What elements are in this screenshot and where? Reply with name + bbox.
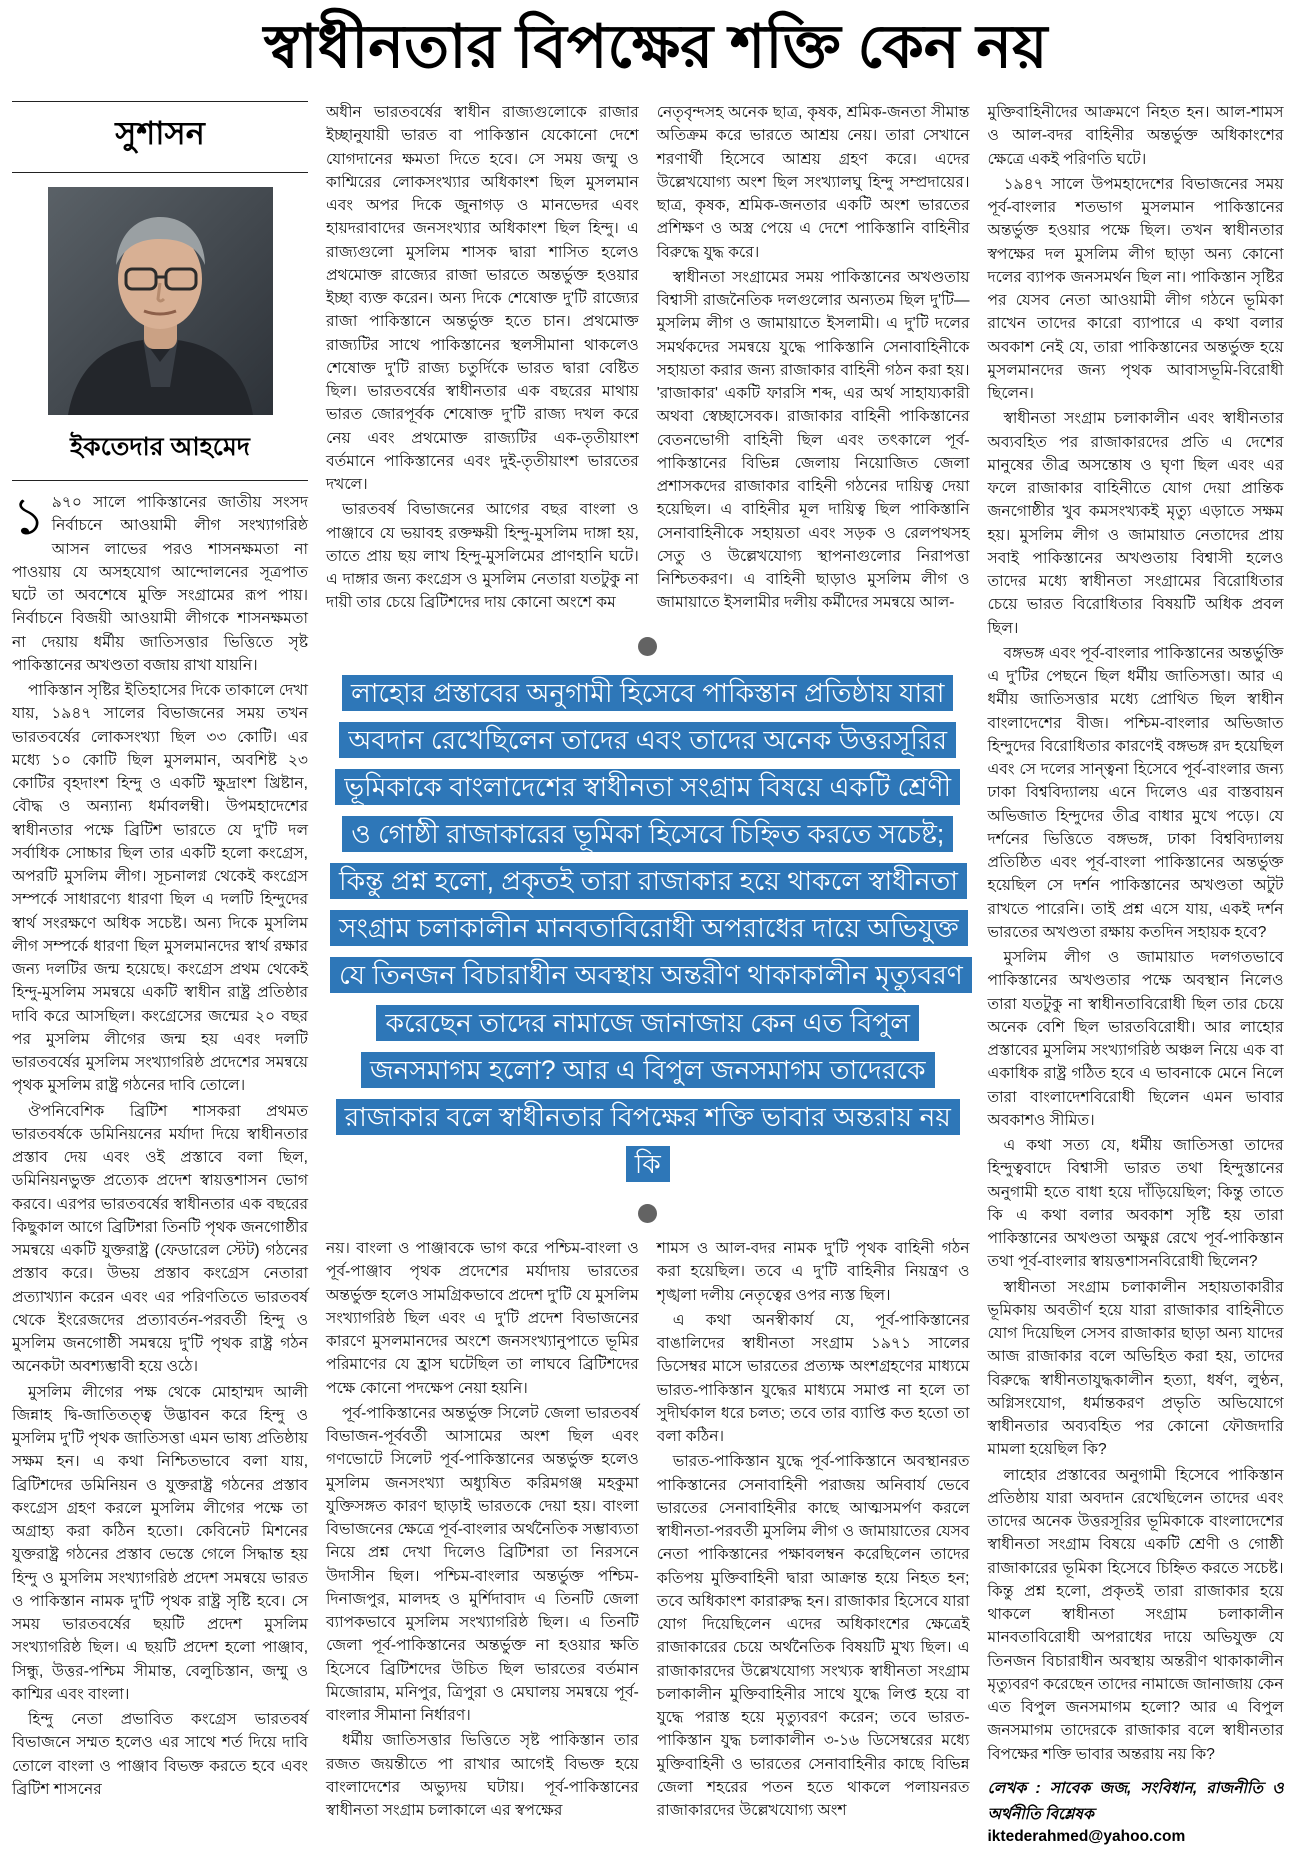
column-1-text [12, 488, 308, 1801]
article-headline: স্বাধীনতার বিপক্ষের শক্তি কেন নয় [263, 13, 1048, 80]
column-2-top-text [326, 101, 639, 617]
author-credit [988, 1776, 1284, 1846]
pullquote-bottom-dot [638, 1204, 657, 1223]
paragraph: ১৯৪৭ সালে উপমহাদেশের বিভাজনের সময় পূর্ব-বাংলার শতভাগ মুসলমান পাকিস্তানের অন্তর্ভুক্ত হওয়ার পক্ষে ছিল। তখন স্বাধীনতার স্বপক্ষের দল মুসলিম লীগ ছাড়া অন্য কোনো দলের ব্যাপক জনসমর্থন ছিল না। পাকিস্তান সৃষ্টির পর যেসব নেতা আওয়ামী লীগ গঠনে ভূমিকা রাখেন তাদের কারো ব্যাপারে এ কথা বলার অবকাশ নেই যে, তারা পাকিস্তানের অন্তর্ভুক্ত হয়ে মুসলমানদের জন্য পৃথক আবাসভূমি-বিরোধী ছিলেন। [987, 175, 1284, 402]
paragraph: শামস ও আল-বদর নামক দু'টি পৃথক বাহিনী গঠন করা হয়েছিল। তবে এ দু'টি বাহিনীর নিয়ন্ত্রণ ও শৃঙ্খলা দলীয় নেতৃত্বের ওপর ন্যস্ত ছিল। [656, 1240, 970, 1304]
paragraph: স্বাধীনতা সংগ্রাম চলাকালীন সহায়তাকারীর ভূমিকায় অবতীর্ণ হয়ে যারা রাজাকার বাহিনীতে যোগ দিয়েছিল সেসব রাজাকার ছাড়া অন্য যাদের আজ রাজাকার বলে অভিহিত করা হয়, তাদের বিরুদ্ধে স্বাধীনতাযুদ্ধকালীন হত্যা, ধর্ষণ, লুণ্ঠন, অগ্নিসংযোগ, ধর্মান্তকরণ প্রভৃতি অভিযোগে স্বাধীনতার অব্যবহিত পর কোনো ফৌজদারি মামলা হয়েছিল কি? [987, 1278, 1284, 1459]
author-email-link[interactable]: iktederahmed@yahoo.com [987, 1827, 1186, 1845]
column-3-bottom-text [657, 1237, 970, 1824]
paragraph: এ কথা সত্য যে, ধর্মীয় জাতিসত্তা তাদের হিন্দুত্ববাদে বিশ্বাসী ভারত তথা হিন্দুস্তানের অনুগামী হতে বাধা হয়ে দাঁড়িয়েছিল; কিন্তু তাতে কি এ কথা বলার অবকাশ সৃষ্টি হয় তারা পাকিস্তানের অখণ্ডতা অক্ষুণ্ণ রেখে পূর্ব-পাকিস্তান তথা পূর্ব-বাংলার স্বায়ত্তশাসনবিরোধী ছিলেন? [987, 1137, 1284, 1271]
paragraph: ভারতবর্ষ বিভাজনের আগের বছর বাংলা ও পাঞ্জাবে যে ভয়াবহ রক্তক্ষয়ী হিন্দু-মুসলিম দাঙ্গা হয়, তাতে প্রায় ছয় লাখ হিন্দু-মুসলিমের প্রাণহানি ঘটে। এ দাঙ্গার জন্য কংগ্রেস ও মুসলিম নেতারা যতটুকু না দায়ী তার চেয়ে ব্রিটিশদের দায় কোনো অংশে কম [326, 501, 639, 612]
paragraph: ১৯৭০ সালে পাকিস্তানের জাতীয় সংসদ নির্বাচনে আওয়ামী লীগ সংখ্যাগরিষ্ঠ আসন লাভের পরও শাসনক্ষমতা না পাওয়ায় যে অসহযোগ আন্দোলনের সূত্রপাত ঘটে তা অবশেষে মুক্তি সংগ্রামের রূপ পায়। নির্বাচনে বিজয়ী আওয়ামী লীগকে শাসনক্ষমতা না দেয়ায় ধর্মীয় জাতিসত্তার ভিত্তিতে সৃষ্ট পাকিস্তানের অখণ্ডতা বজায় রাখা যায়নি। [12, 488, 308, 674]
paragraph: মুক্তিবাহিনীদের আক্রমণে নিহত হন। আল-শামস ও আল-বদর বাহিনীর অন্তর্ভুক্ত অধিকাংশের ক্ষেত্রে একই পরিণতি ঘটে। [987, 104, 1284, 168]
column-4 [988, 101, 1284, 1846]
pullquote [330, 670, 966, 1189]
paragraph: স্বাধীনতা সংগ্রাম চলাকালীন এবং স্বাধীনতার অব্যবহিত পর রাজাকারদের প্রতি এ দেশের মানুষের তীব্র অসন্তোষ ও ঘৃণা ছিল এবং এর ফলে রাজাকার বাহিনীতে যোগ দেয়া প্রান্তিক জনগোষ্ঠীর খুব কমসংখ্যকই মৃত্যু এড়াতে সক্ষম হয়। মুসলিম লীগ ও জামায়াত নেতাদের প্রায় সবাই পাকিস্তানের অখণ্ডতায় বিশ্বাসী হলেও তাদের মধ্যে স্বাধীনতা সংগ্রামের বিরোধিতার চেয়ে ভারত বিরোধিতার বিষয়টি অধিক প্রবল ছিল। [987, 410, 1284, 637]
paragraph: নেতৃবৃন্দসহ অনেক ছাত্র, কৃষক, শ্রমিক-জনতা সীমান্ত অতিক্রম করে ভারতে আশ্রয় নেয়। তারা সেখানে শরণার্থী হিসেবে আশ্রয় গ্রহণ করে। এদের উল্লেখযোগ্য অংশ ছিল সংখ্যালঘু হিন্দু সম্প্রদায়ের। ছাত্র, কৃষক, শ্রমিক-জনতার একটি অংশ ভারতের প্রশিক্ষণ ও অস্ত্র পেয়ে এ দেশে পাকিস্তানি বাহিনীর বিরুদ্ধে যুদ্ধ করে। [656, 104, 970, 261]
pullquote-text: লাহোর প্রস্তাবের অনুগামী হিসেবে পাকিস্তান প্রতিষ্ঠায় যারা অবদান রেখেছিলেন তাদের এবং তাদের অনেক উত্তরসূরির ভূমিকাকে বাংলাদেশের স্বাধীনতা সংগ্রাম বিষয়ে একটি শ্রেণী ও গোষ্ঠী রাজাকারের ভূমিকা হিসেবে চিহ্নিত করতে সচেষ্ট; কিন্তু প্রশ্ন হলো, প্রকৃতই তারা রাজাকার হয়ে থাকলে স্বাধীনতা সংগ্রাম চলাকালীন মানবতাবিরোধী অপরাধের দায়ে অভিযুক্ত যে তিনজন বিচারাধীন অবস্থায় অন্তরীণ থাকাকালীন মৃত্যুবরণ করেছেন তাদের নামাজে জানাজায় কেন এত বিপুল জনসমাগম হলো? আর এ বিপুল জনসমাগম তাদেরকে রাজাকার বলে স্বাধীনতার বিপক্ষের শক্তি ভাবার অন্তরায় নয় কি [330, 675, 972, 1183]
column-2-bottom-text [326, 1237, 639, 1824]
pullquote-block [326, 617, 970, 1238]
author-credit-label: লেখক : সাবেক জজ, সংবিধান, রাজনীতি ও অর্থনীতি বিশ্লেষক [987, 1779, 1284, 1823]
paragraph: হিন্দু নেতা প্রভাবিত কংগ্রেস ভারতবর্ষ বিভাজনে সম্মত হলেও এর সাথে শর্ত দিয়ে দাবি তোলে বাংলা ও পাঞ্জাব বিভক্ত করতে হবে এবং ব্রিটিশ শাসনের [12, 1711, 308, 1798]
pullquote-top-dot [638, 637, 657, 656]
paragraph: অধীন ভারতবর্ষের স্বাধীন রাজ্যগুলোকে রাজার ইচ্ছানুযায়ী ভারত বা পাকিস্তান যেকোনো দেশে যোগদানের ক্ষমতা দিতে হবে। সে সময় জম্মু ও কাশ্মিরের লোকসংখ্যার অধিকাংশ ছিল মুসলমান এবং অপর দিকে জুনাগড় ও মানভেদর এবং হায়দরাবাদের জনসংখ্যার অধিকাংশ ছিল হিন্দু। এ রাজ্যগুলো মুসলিম শাসক দ্বারা শাসিত হলেও প্রথমোক্ত রাজ্যের রাজা ভারতে অন্তর্ভুক্ত হওয়ার ইচ্ছা ব্যক্ত করেন। অন্য দিকে শেষোক্ত দু'টি রাজ্যের রাজা পাকিস্তানে অন্তর্ভুক্ত হতে চান। প্রথমোক্ত রাজ্যটির সাথে পাকিস্তানের স্থলসীমানা থাকলেও শেষোক্ত দু'টি রাজ্য চতুর্দিকে ভারত দ্বারা বেষ্টিত ছিল। ভারতবর্ষের স্বাধীনতার এক বছরের মাথায় ভারত জোরপূর্বক শেষোক্ত দু'টি রাজ্য দখল করে নেয় এবং প্রথমোক্ত রাজ্যটির এক-তৃতীয়াংশ বর্তমানে পাকিস্তানের এবং দুই-তৃতীয়াংশ ভারতের দখলে। [326, 104, 639, 493]
paragraph: পাকিস্তান সৃষ্টির ইতিহাসের দিকে তাকালে দেখা যায়, ১৯৪৭ সালের বিভাজনের সময় তখন ভারতবর্ষের লোকসংখ্যা ছিল ৩৩ কোটি। এর মধ্যে ১০ কোটি ছিল মুসলমান, অবশিষ্ট ২৩ কোটির বৃহদাংশ হিন্দু ও একটি ক্ষুদ্রাংশ খ্রিষ্টান, বৌদ্ধ ও অন্যান্য ধর্মাবলম্বী। উপমহাদেশের স্বাধীনতার পক্ষে ব্রিটিশ ভারতে যে দু'টি দল সর্বাধিক সোচ্চার ছিল তার একটি হলো কংগ্রেস, অপরটি মুসলিম লীগ। সূচনালগ্ন থেকেই কংগ্রেস সম্পর্কে সাধারণ্যে ধারণা ছিল এ দলটি হিন্দুদের স্বার্থ সংরক্ষণে অধিক সচেষ্ট। অন্য দিকে মুসলিম লীগ সম্পর্কে ধারণা ছিল মুসলমানদের স্বার্থ রক্ষার জন্য দলটির জন্ম হয়েছে। কংগ্রেস প্রথম থেকেই হিন্দু-মুসলিম সমন্বয়ে একটি স্বাধীন রাষ্ট্র প্রতিষ্ঠার দাবি করে আসছিল। কংগ্রেসের জন্মের ২০ বছর পর মুসলিম লীগের জন্ম হয় এবং দলটি ভারতবর্ষের মুসলিম সংখ্যাগরিষ্ঠ প্রদেশের সমন্বয়ে পৃথক মুসলিম রাষ্ট্র গঠনের দাবি তোলে। [12, 682, 308, 1095]
author-name: ইকতেদার আহমেদ [70, 433, 250, 461]
column-3-top-text [657, 101, 970, 617]
section-kicker: সুশাসন [115, 115, 205, 151]
author-photo [48, 187, 273, 415]
paragraph: মুসলিম লীগ ও জামায়াত দলগতভাবে পাকিস্তানের অখণ্ডতার পক্ষে অবস্থান নিলেও তারা যতটুকু না স্বাধীনতাবিরোধী ছিল তার চেয়ে অনেক বেশি ছিল ভারতবিরোধী। আর লাহোর প্রস্তাবের মুসলিম সংখ্যাগরিষ্ঠ অঞ্চল নিয়ে এক বা একাধিক রাষ্ট্র গঠিত হবে এ ভাবনাকে মেনে নিলে তারা বাংলাদেশবিরোধী ছিলেন এমন ভাবার অবকাশও সীমিত। [987, 949, 1284, 1129]
column-4-text [988, 101, 1284, 1766]
middle-bottom-row [326, 1237, 970, 1824]
paragraph: পূর্ব-পাকিস্তানের অন্তর্ভুক্ত সিলেট জেলা ভারতবর্ষ বিভাজন-পূর্ববর্তী আসামের অংশ ছিল এবং গণভোটে সিলেট পূর্ব-পাকিস্তানের অন্তর্ভুক্ত হলেও মুসলিম জনসংখ্যা অধ্যুষিত করিমগঞ্জ মহকুমা যুক্তিসঙ্গত কারণ ছাড়াই ভারতকে দেয়া হয়। বাংলা বিভাজনের ক্ষেত্রে পূর্ব-বাংলার অর্থনৈতিক সম্ভাব্যতা নিয়ে প্রশ্ন দেখা দিলেও ব্রিটিশরা তা নিরসনে উদাসীন ছিল। পশ্চিম-বাংলার অন্তর্ভুক্ত পশ্চিম-দিনাজপুর, মালদহ ও মুর্শিদাবাদ এ তিনটি জেলা ব্যাপকভাবে মুসলিম সংখ্যাগরিষ্ঠ ছিল। এ তিনটি জেলা পূর্ব-পাকিস্তানের অন্তর্ভুক্ত না হওয়ার ক্ষতি হিসেবে ব্রিটিশদের উচিত ছিল ভারতের বর্তমান মিজোরাম, মনিপুর, ত্রিপুরা ও মেঘালয় সমন্বয়ে পূর্ব-বাংলার সীমানা নির্ধারণ। [326, 1404, 639, 1725]
paragraph: ঔপনিবেশিক ব্রিটিশ শাসকরা প্রথমত ভারতবর্ষকে ডমিনিয়নের মর্যাদা দিয়ে স্বাধীনতার প্রস্তাব দেয় এবং ওই প্রস্তাবে বলা ছিল, ডমিনিয়নভুক্ত প্রত্যেক প্রদেশ স্বায়ত্তশাসন ভোগ করবে। এরপর ভারতবর্ষের স্বাধীনতার এক বছরের কিছুকাল আগে ব্রিটিশরা তিনটি পৃথক জনগোষ্ঠীর সমন্বয়ে একটি যুক্তরাষ্ট্র (ফেডারেল স্টেট) গঠনের প্রস্তাব করে। উভয় প্রস্তাব কংগ্রেস নেতারা প্রত্যাখ্যান করেন এবং এর পরিণতিতে ভারতবর্ষ থেকে ইংরেজদের প্রত্যাবর্তন-পরবর্তী হিন্দু ও মুসলিম জনগোষ্ঠী সমন্বয়ে দু'টি পৃথক রাষ্ট্র গঠন অনেকটা অবশ্যম্ভাবী হয়ে ওঠে। [12, 1102, 308, 1376]
middle-columns [326, 101, 970, 1846]
paragraph: নয়। বাংলা ও পাঞ্জাবকে ভাগ করে পশ্চিম-বাংলা ও পূর্ব-পাঞ্জাব পৃথক প্রদেশের মর্যাদায় ভারতের অন্তর্ভুক্ত হলেও সামগ্রিকভাবে প্রদেশ দু'টি যে মুসলিম সংখ্যাগরিষ্ঠ ছিল এবং এ দু'টি প্রদেশ বিভাজনের কারণে মুসলমানদের অংশে জনসংখ্যানুপাতে ভূমির পরিমাণের যে হ্রাস ঘটেছিল তা লাঘবে ব্রিটিশদের পক্ষে কোনো পদক্ষেপ নেয়া হয়নি। [326, 1240, 639, 1397]
author-rule [12, 480, 308, 481]
paragraph: এ কথা অনস্বীকার্য যে, পূর্ব-পাকিস্তানের বাঙালিদের স্বাধীনতা সংগ্রাম ১৯৭১ সালের ডিসেম্বর মাসে ভারতের প্রত্যক্ষ অংশগ্রহণের মাধ্যমে ভারত-পাকিস্তান যুদ্ধের মাধ্যমে সমাপ্ত না হলে তা সুদীর্ঘকাল ধরে চলত; তবে তার ব্যাপ্তি কত হতো তা বলা কঠিন। [656, 1311, 970, 1446]
paragraph: মুসলিম লীগের পক্ষ থেকে মোহাম্মদ আলী জিন্নাহ দ্বি-জাতিতত্ত্ব উদ্ভাবন করে হিন্দু ও মুসলিম দু'টি পৃথক জাতিসত্তা এমন ভাষ্য প্রতিষ্ঠায় সক্ষম হন। এ কথা নিশ্চিতভাবে বলা যায়, ব্রিটিশদের ডমিনিয়ন ও যুক্তরাষ্ট্র গঠনের প্রস্তাব কংগ্রেস গ্রহণ করলে মুসলিম লীগের পক্ষে তা অগ্রাহ্য করা কঠিন হতো। কেবিনেট মিশনের যুক্তরাষ্ট্র গঠনের প্রস্তাব ভেস্তে গেলে সিদ্ধান্ত হয় হিন্দু ও মুসলিম সংখ্যাগরিষ্ঠ প্রদেশ সমন্বয়ে ভারত ও পাকিস্তান নামক দু'টি পৃথক রাষ্ট্র সৃষ্টি হবে। সে সময় ভারতবর্ষের ছয়টি প্রদেশ মুসলিম সংখ্যাগরিষ্ঠ ছিল। এ ছয়টি প্রদেশ হলো পাঞ্জাব, সিন্ধু, উত্তর-পশ্চিম সীমান্ত, বেলুচিস্তান, জম্মু ও কাশ্মির এবং বাংলা। [12, 1383, 308, 1703]
paragraph: ধর্মীয় জাতিসত্তার ভিত্তিতে সৃষ্ট পাকিস্তান তার রজত জয়ন্তীতে পা রাখার আগেই বিভক্ত হয়ে বাংলাদেশের অভ্যুদয় ঘটায়। পূর্ব-পাকিস্তানের স্বাধীনতা সংগ্রাম চলাকালে এর স্বপক্ষের [326, 1732, 639, 1820]
paragraph: ভারত-পাকিস্তান যুদ্ধে পূর্ব-পাকিস্তানে অবস্থানরত পাকিস্তানের সেনাবাহিনী পরাজয় অনিবার্য ভেবে ভারতের সেনাবাহিনীর কাছে আত্মসমর্পণ করলে স্বাধীনতা-পরবর্তী মুসলিম লীগ ও জামায়াতের যেসব নেতা পাকিস্তানের পক্ষাবলম্বন করেছিলেন তাদের কতিপয় মুক্তিবাহিনী দ্বারা আক্রান্ত হয়ে নিহত হন; তবে অধিকাংশ কারারুদ্ধ হন। রাজাকার হিসেবে যারা যোগ দিয়েছিলেন এদের অধিকাংশের ক্ষেত্রেই রাজাকারের চেয়ে অর্থনৈতিক বিষয়টি মুখ্য ছিল। এ রাজাকারদের উল্লেখযোগ্য সংখ্যক স্বাধীনতা সংগ্রাম চলাকালীন মুক্তিবাহিনীর সাথে যুদ্ধে লিপ্ত হয়ে বা যুদ্ধে পরাস্ত হয়ে মৃত্যুবরণ করেন; তবে ভারত-পাকিস্তান যুদ্ধ চলাকালীন ৩-১৬ ডিসেম্বরের মধ্যে মুক্তিবাহিনী ও ভারতের সেনাবাহিনীর কাছে বিভিন্ন জেলা শহরের পতন হতে থাকলে পলায়নরত রাজাকারদের উল্লেখযোগ্য অংশ [656, 1453, 970, 1820]
paragraph: স্বাধীনতা সংগ্রামের সময় পাকিস্তানের অখণ্ডতায় বিশ্বাসী রাজনৈতিক দলগুলোর অন্যতম ছিল দু'টি— মুসলিম লীগ ও জামায়াতে ইসলামী। এ দু'টি দলের সমর্থকদের সমন্বয়ে যুদ্ধে পাকিস্তানি সেনাবাহিনীকে সহায়তা করার জন্য রাজাকার বাহিনী গঠন করা হয়। 'রাজাকার' একটি ফারসি শব্দ, এর অর্থ সাহায্যকারী অথবা স্বেচ্ছাসেবক। রাজাকার বাহিনী পাকিস্তানের বেতনভোগী বাহিনী ছিল এবং তৎকালে পূর্ব-পাকিস্তানের বিভিন্ন জেলায় নিয়োজিত জেলা প্রশাসকদের রাজাকার বাহিনী গঠনের দায়িত্ব দেয়া হয়েছিল। এ বাহিনীর মূল দায়িত্ব ছিল পাকিস্তানি সেনাবাহিনীকে সহায়তা এবং সড়ক ও রেলপথসহ সেতু ও উল্লেখযোগ্য স্থাপনাগুলোর নিরাপত্তা নিশ্চিতকরণ। এ বাহিনী ছাড়াও মুসলিম লীগ ও জামায়াতে ইসলামীর দলীয় কর্মীদের সমন্বয়ে আল- [656, 268, 970, 612]
article-body [12, 101, 1299, 1846]
section-kicker-block [12, 101, 308, 481]
paragraph: বঙ্গভঙ্গ এবং পূর্ব-বাংলার পাকিস্তানের অন্তর্ভুক্তি এ দু'টির পেছনে ছিল ধর্মীয় জাতিসত্তা। আর এ ধর্মীয় জাতিসত্তার মধ্যে প্রোথিত ছিল স্বাধীন বাংলাদেশের বীজ। পশ্চিম-বাংলার অভিজাত হিন্দুদের বিরোধিতার কারণেই বঙ্গভঙ্গ রদ হয়েছিল এবং সে দলের সান্ত্বনা হিসেবে পূর্ব-বাংলার জন্য ঢাকা বিশ্ববিদ্যালয় এনে দিলেও এর বাস্তবায়ন অভিজাত হিন্দুদের তীব্র বাধার মুখে পড়ে। যে দর্শনের ভিত্তিতে বঙ্গভঙ্গ, ঢাকা বিশ্ববিদ্যালয় প্রতিষ্ঠিত এবং পূর্ব-বাংলা পাকিস্তানের অন্তর্ভুক্ত হয়েছিল সে দর্শন পাকিস্তানের অখণ্ডতা অটুট রাখতে পারেনি। তাই প্রশ্ন এসে যায়, একই দর্শন ভারতের অখণ্ডতা রক্ষায় কতদিন সহায়ক হবে? [987, 644, 1284, 941]
column-1 [12, 101, 308, 1846]
paragraph: লাহোর প্রস্তাবের অনুগামী হিসেবে পাকিস্তান প্রতিষ্ঠায় যারা অবদান রেখেছিলেন তাদের এবং তাদের অনেক উত্তরসূরির ভূমিকাকে বাংলাদেশের স্বাধীনতা সংগ্রাম বিষয়ে একটি শ্রেণী ও গোষ্ঠী রাজাকারের ভূমিকা হিসেবে চিহ্নিত করতে সচেষ্ট। কিন্তু প্রশ্ন হলো, প্রকৃতই তারা রাজাকার হয়ে থাকলে স্বাধীনতা সংগ্রাম চলাকালীন মানবতাবিরোধী অপরাধের দায়ে অভিযুক্ত যে তিনজন বিচারাধীন অবস্থায় অন্তরীণ থাকাকালীন মৃত্যুবরণ করেছেন তাদের নামাজে জানাজায় কেন এত বিপুল জনসমাগম হলো? আর এ বিপুল জনসমাগম তাদেরকে রাজাকার বলে স্বাধীনতার বিপক্ষের শক্তি ভাবার অন্তরায় নয় কি? [987, 1466, 1284, 1763]
kicker-rule-bottom [12, 172, 308, 173]
middle-top-row [326, 101, 970, 617]
